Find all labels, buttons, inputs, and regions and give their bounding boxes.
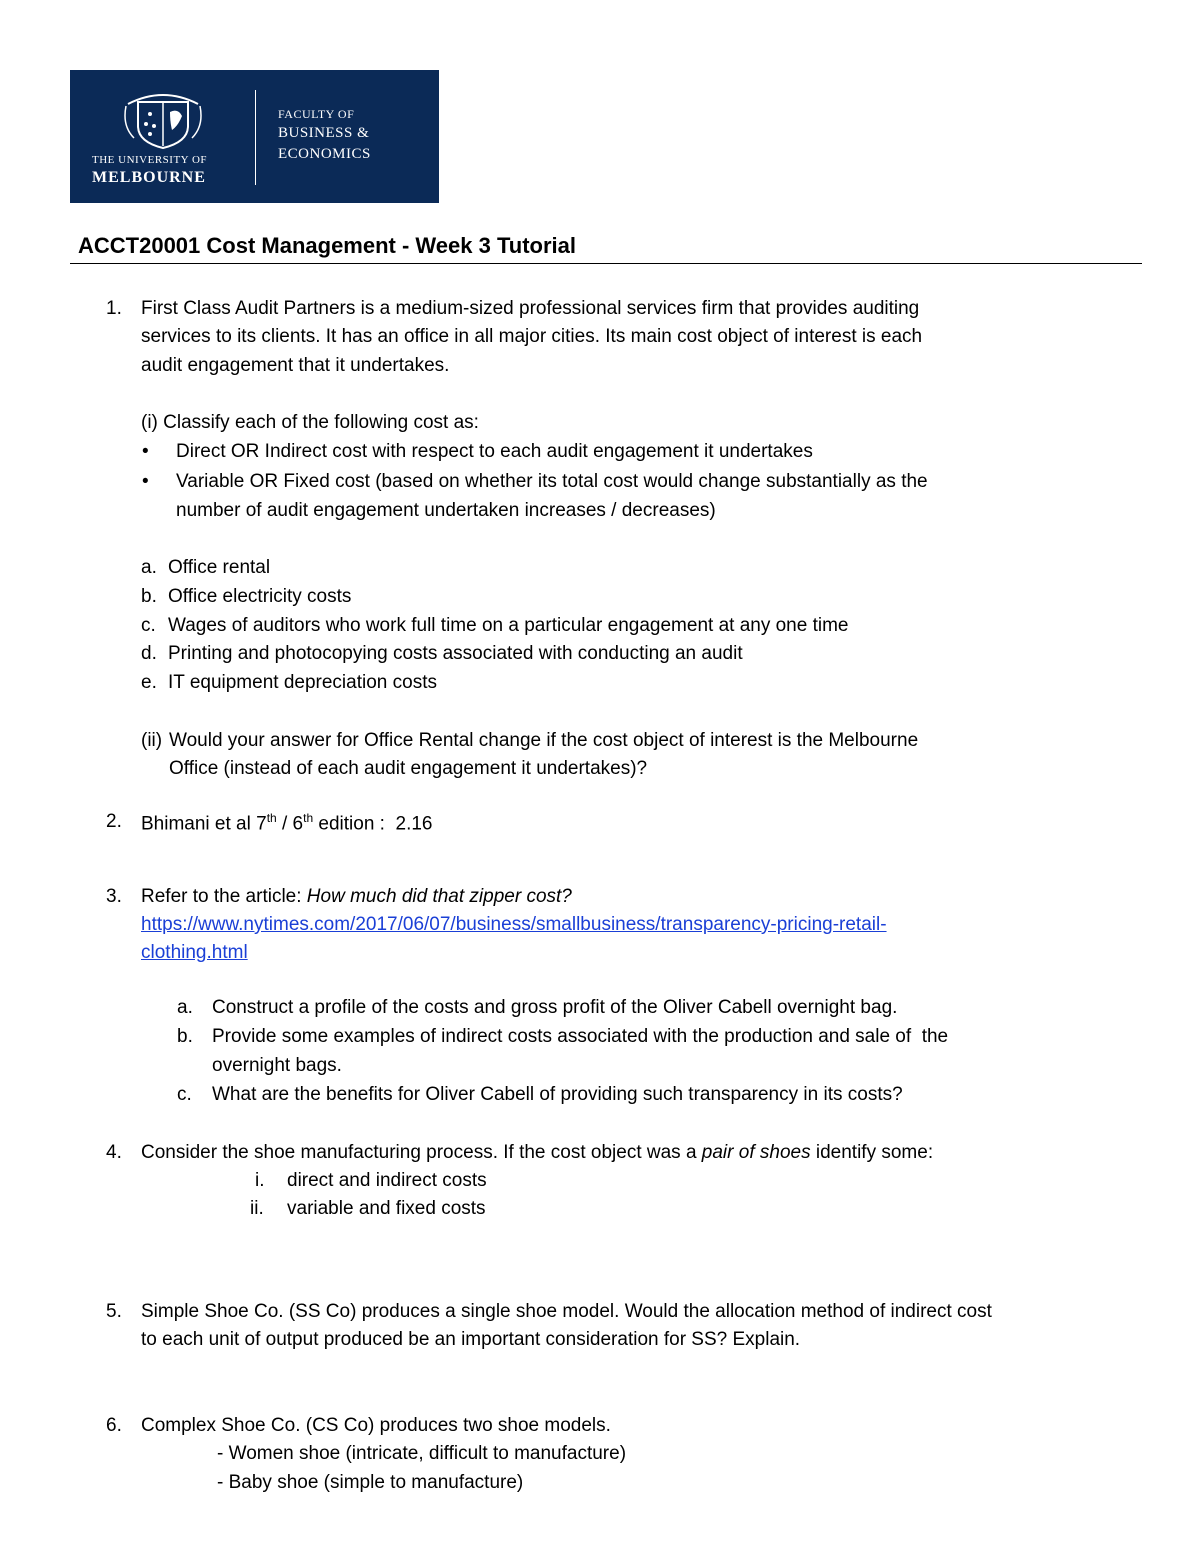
q1-item-label: c. — [141, 615, 156, 636]
q1-text-line1: First Class Audit Partners is a medium-sized professional services firm that provides auditing — [141, 298, 920, 319]
q1-bullet-2: Variable OR Fixed cost (based on whether its total cost would change substantially as the — [176, 471, 928, 492]
q1-part-ii-line2: Office (instead of each audit engagement it undertakes)? — [169, 758, 648, 779]
q3-number: 3. — [106, 886, 122, 907]
q1-item-label: a. — [141, 557, 157, 578]
q5-line1: Simple Shoe Co. (SS Co) produces a single shoe model. Would the allocation method of indirect cost — [141, 1301, 992, 1322]
title-divider — [70, 263, 1142, 264]
q3-item-label: a. — [177, 997, 193, 1018]
q2-number: 2. — [106, 811, 122, 832]
q6-number: 6. — [106, 1415, 122, 1436]
q1-item-label: e. — [141, 672, 157, 693]
q3-item-label: b. — [177, 1026, 193, 1047]
q1-part-ii-label: (ii) — [141, 730, 163, 751]
bullet-icon: • — [142, 441, 149, 462]
q1-item-label: d. — [141, 643, 157, 664]
q1-part-i: (i) Classify each of the following cost as: — [141, 412, 479, 433]
q4-item-label: ii. — [250, 1198, 264, 1219]
q3-item-text: What are the benefits for Oliver Cabell of providing such transparency in its costs? — [212, 1084, 903, 1105]
q4-number: 4. — [106, 1142, 122, 1163]
q1-item-text: Printing and photocopying costs associated with conducting an audit — [168, 643, 743, 664]
q3-item-text: Construct a profile of the costs and gross profit of the Oliver Cabell overnight bag. — [212, 997, 898, 1018]
q1-bullet-1: Direct OR Indirect cost with respect to each audit engagement it undertakes — [176, 441, 813, 462]
article-link[interactable]: https://www.nytimes.com/2017/06/07/business/smallbusiness/transparency-pricing-retail- — [141, 914, 887, 935]
q5-line2: to each unit of output produced be an important consideration for SS? Explain. — [141, 1329, 801, 1350]
q1-item-label: b. — [141, 586, 157, 607]
q5-number: 5. — [106, 1301, 122, 1322]
logo-faculty-line3: ECONOMICS — [278, 146, 371, 162]
q1-bullet-2-cont: number of audit engagement undertaken increases / decreases) — [176, 500, 716, 521]
university-crest-icon — [118, 86, 208, 150]
q3-item-text: Provide some examples of indirect costs associated with the production and sale of the — [212, 1026, 949, 1047]
bullet-icon: • — [142, 471, 149, 492]
q1-part-ii-line1: Would your answer for Office Rental change if the cost object of interest is the Melbourne — [169, 730, 919, 751]
q2-text: Bhimani et al 7th / 6th edition : 2.16 — [141, 811, 433, 835]
logo-divider — [255, 90, 256, 185]
q1-item-text: Office rental — [168, 557, 271, 578]
q3-article-title: How much did that zipper cost? — [306, 886, 572, 907]
logo-university-line2: MELBOURNE — [92, 169, 206, 186]
page-title: ACCT20001 Cost Management - Week 3 Tutorial — [78, 233, 576, 258]
logo-university-line1: THE UNIVERSITY OF — [92, 154, 208, 166]
q4-text: Consider the shoe manufacturing process. If the cost object was a pair of shoes identify some: — [141, 1142, 934, 1163]
q3-item-text-cont: overnight bags. — [212, 1055, 342, 1076]
q4-item-text: direct and indirect costs — [287, 1170, 487, 1191]
q3-item-label: c. — [177, 1084, 192, 1105]
q3-lead: Refer to the article: How much did that zipper cost? — [141, 886, 572, 907]
q6-sub2: - Baby shoe (simple to manufacture) — [217, 1472, 524, 1493]
university-logo — [70, 70, 439, 203]
q1-item-text: Office electricity costs — [168, 586, 352, 607]
logo-faculty-line2: BUSINESS & — [278, 125, 370, 141]
q6-line1: Complex Shoe Co. (CS Co) produces two shoe models. — [141, 1415, 611, 1436]
q6-sub1: - Women shoe (intricate, difficult to manufacture) — [217, 1443, 627, 1464]
logo-faculty-line1: FACULTY OF — [278, 107, 355, 121]
q4-item-label: i. — [255, 1170, 265, 1191]
q4-item-text: variable and fixed costs — [287, 1198, 486, 1219]
q1-item-text: Wages of auditors who work full time on a particular engagement at any one time — [168, 615, 849, 636]
q1-text-line3: audit engagement that it undertakes. — [141, 355, 450, 376]
q1-item-text: IT equipment depreciation costs — [168, 672, 437, 693]
q1-text-line2: services to its clients. It has an office in all major cities. Its main cost object of interest is each — [141, 326, 923, 347]
q1-number: 1. — [106, 298, 122, 319]
article-link-cont[interactable]: clothing.html — [141, 942, 248, 963]
